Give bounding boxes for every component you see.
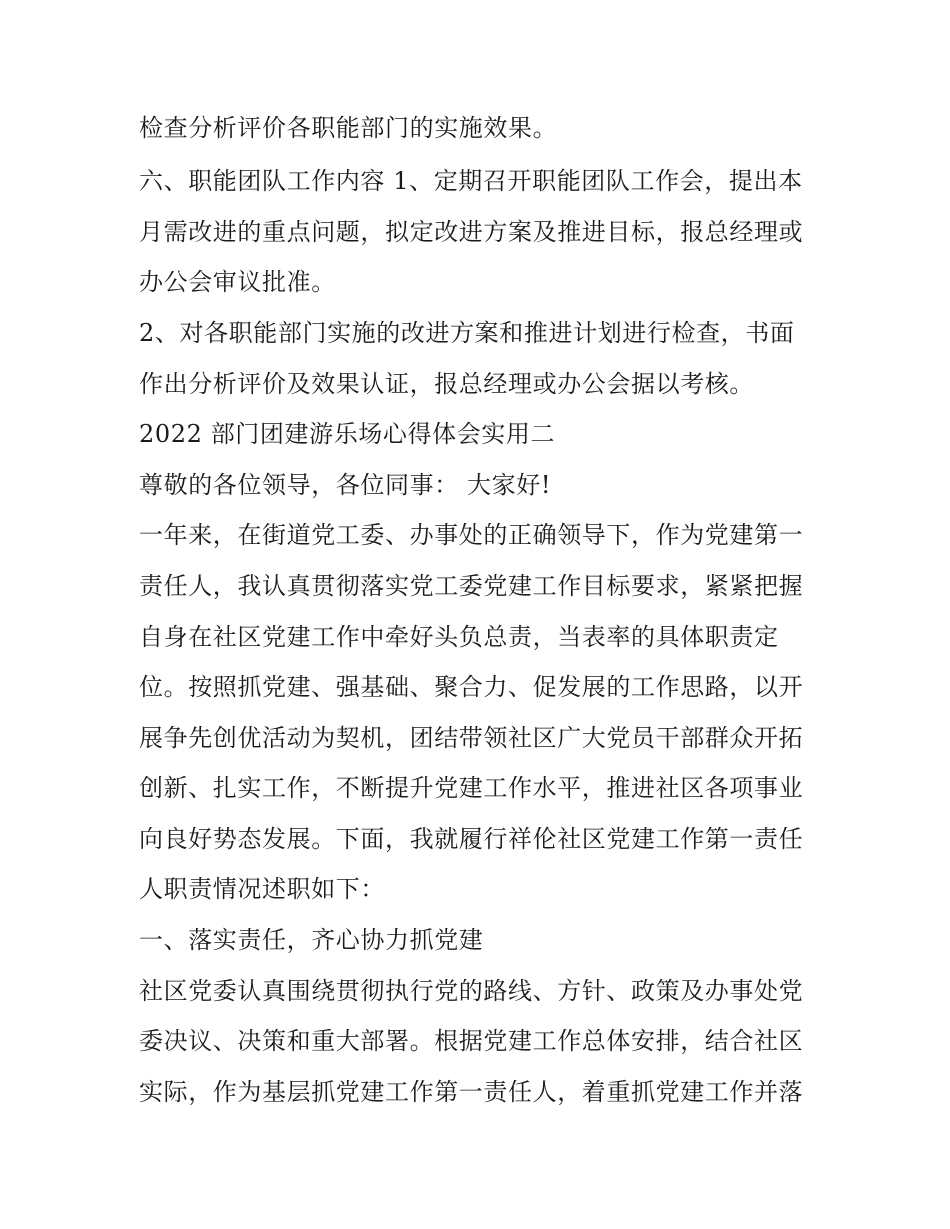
text-line: 月需改进的重点问题，拟定改进方案及推进目标，报总经理或 <box>139 218 804 246</box>
text-line: 实际，作为基层抓党建工作第一责任人，着重抓党建工作并落 <box>139 1078 804 1106</box>
greeting-line: 尊敬的各位领导，各位同事： 大家好! <box>139 471 552 499</box>
text-line: 六、职能团队工作内容 1、定期召开职能团队工作会，提出本 <box>139 167 803 195</box>
text-line: 责任人，我认真贯彻落实党工委党建工作目标要求，紧紧把握 <box>139 572 804 600</box>
text-line: 创新、扎实工作，不断提升党建工作水平，推进社区各项事业 <box>139 774 804 802</box>
text-line: 办公会审议批准。 <box>139 268 336 296</box>
text-line: 向良好势态发展。下面，我就履行祥伦社区党建工作第一责任 <box>139 825 804 853</box>
text-line: 位。按照抓党建、强基础、聚合力、促发展的工作思路，以开 <box>139 673 804 701</box>
text-line: 自身在社区党建工作中牵好头负总责，当表率的具体职责定 <box>139 623 779 651</box>
text-line: 检查分析评价各职能部门的实施效果。 <box>139 114 558 142</box>
text-line: 2、对各职能部门实施的改进方案和推进计划进行检查，书面 <box>139 319 795 347</box>
section-heading: 2022 部门团建游乐场心得体会实用二 <box>139 420 556 448</box>
text-line: 一年来，在街道党工委、办事处的正确领导下，作为党建第一 <box>139 521 804 549</box>
text-line: 人职责情况述职如下： <box>139 875 385 903</box>
text-line: 社区党委认真围绕贯彻执行党的路线、方针、政策及办事处党 <box>139 977 804 1005</box>
text-line: 委决议、决策和重大部署。根据党建工作总体安排，结合社区 <box>139 1027 804 1055</box>
text-line: 作出分析评价及效果认证，报总经理或办公会据以考核。 <box>139 370 754 398</box>
text-line: 展争先创优活动为契机，团结带领社区广大党员干部群众开拓 <box>139 724 804 752</box>
subsection-heading: 一、落实责任，齐心协力抓党建 <box>139 926 484 954</box>
